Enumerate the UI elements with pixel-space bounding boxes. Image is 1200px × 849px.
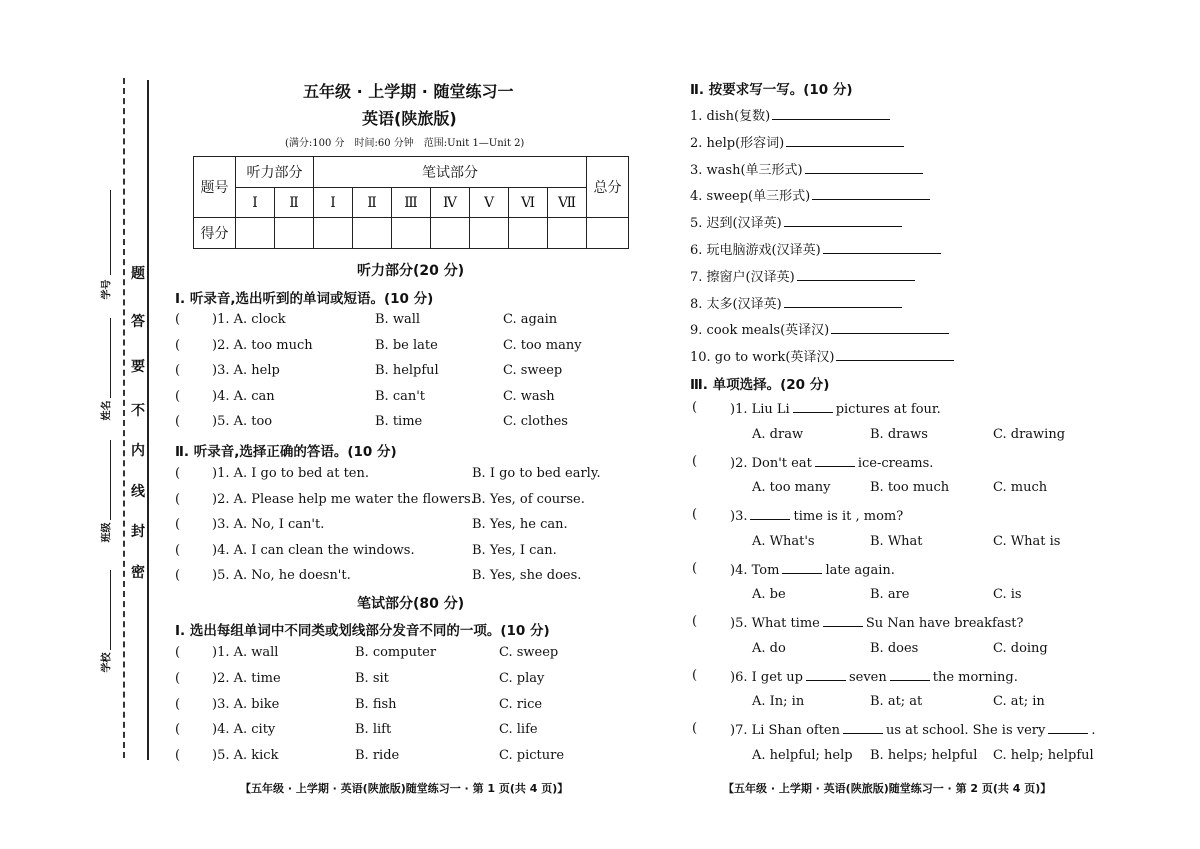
- write-item-prompt: 1. dish(复数): [690, 109, 771, 124]
- stem-text: us at school. She is very: [886, 723, 1046, 738]
- option-a: )1. A. clock: [212, 312, 286, 327]
- write-item: [690, 159, 923, 178]
- option-a: )4. A. I can clean the windows.: [212, 542, 415, 558]
- answer-paren[interactable]: (: [175, 466, 181, 481]
- answer-blank[interactable]: [784, 214, 902, 227]
- question-stem: [730, 561, 895, 578]
- answer-paren[interactable]: (: [175, 312, 181, 327]
- question-number-label: 题号: [194, 157, 236, 218]
- answer-paren[interactable]: (: [175, 696, 181, 712]
- answer-blank[interactable]: [843, 721, 883, 734]
- answer-paren[interactable]: (: [175, 388, 181, 404]
- option-a: )5. A. too: [212, 414, 273, 429]
- write-item-prompt: 9. cook meals(英译汉): [690, 323, 830, 339]
- subject-title: 英语(陕旅版): [362, 109, 457, 128]
- option-b: B. time: [375, 414, 423, 429]
- write-item-prompt: 3. wash(单三形式): [690, 162, 803, 178]
- answer-blank[interactable]: [890, 668, 930, 681]
- option-b: B. can't: [375, 388, 426, 404]
- write-item-prompt: 6. 玩电脑游戏(汉译英): [690, 243, 821, 258]
- option-a: A. be: [752, 587, 786, 602]
- seal-char: 线: [131, 484, 145, 500]
- page-title: 五年级 · 上学期 · 随堂练习一: [303, 82, 514, 101]
- option-b: B. are: [870, 587, 910, 602]
- write-item: [690, 346, 954, 365]
- score-table: [193, 156, 629, 249]
- score-cell[interactable]: [470, 218, 509, 249]
- option-b: B. Yes, he can.: [472, 517, 568, 532]
- answer-paren[interactable]: (: [175, 337, 181, 353]
- score-cell[interactable]: [353, 218, 392, 249]
- answer-paren[interactable]: (: [175, 748, 181, 764]
- seal-char: 题: [131, 266, 145, 282]
- stem-text: )6. I get up: [730, 669, 803, 685]
- page-footer: 【五年级 · 上学期 · 英语(陕旅版)随堂练习一 · 第 1 页(共 4 页)】: [240, 782, 569, 795]
- binding-dashed-line: [123, 78, 125, 758]
- answer-paren[interactable]: (: [692, 507, 698, 522]
- write-item-prompt: 5. 迟到(汉译英): [690, 216, 782, 232]
- option-b: B. draws: [870, 426, 928, 442]
- answer-blank[interactable]: [793, 400, 833, 413]
- option-a: A. too many: [752, 480, 831, 495]
- option-c: C. doing: [993, 640, 1048, 656]
- stem-text: )1. Liu Li: [730, 402, 790, 417]
- option-c: C. is: [993, 587, 1022, 602]
- answer-blank[interactable]: [786, 134, 904, 147]
- option-c: C. play: [499, 670, 545, 686]
- option-a: A. helpful; help: [752, 747, 853, 763]
- write-item-prompt: 10. go to work(英译汉): [690, 350, 835, 366]
- option-a: )1. A. I go to bed at ten.: [212, 466, 369, 481]
- option-a: )4. A. can: [212, 388, 275, 404]
- answer-blank[interactable]: [831, 321, 949, 334]
- answer-paren[interactable]: (: [175, 568, 181, 583]
- write-item-prompt: 2. help(形容词): [690, 135, 785, 151]
- stem-text: )2. Don't eat: [730, 455, 812, 471]
- option-b: B. helpful: [375, 363, 439, 378]
- writing-section-title: 笔试部分(80 分): [357, 596, 465, 612]
- answer-paren[interactable]: (: [175, 670, 181, 686]
- seal-char: 封: [131, 524, 145, 540]
- answer-blank[interactable]: [823, 614, 863, 627]
- stem-text: )3.: [730, 509, 748, 524]
- section-heading: Ⅱ. 按要求写一写。(10 分): [690, 82, 853, 98]
- option-b: B. does: [870, 640, 919, 656]
- numeral-cell: Ⅳ: [431, 188, 470, 218]
- option-a: )2. A. too much: [212, 337, 313, 353]
- stem-text: Su Nan have breakfast?: [865, 616, 1024, 631]
- margin-label-school: 学校: [101, 652, 113, 673]
- answer-paren[interactable]: (: [692, 614, 698, 629]
- section-heading: Ⅲ. 单项选择。(20 分): [690, 377, 830, 393]
- exam-info: (满分:100 分 时间:60 分钟 范围:Unit 1—Unit 2): [285, 138, 525, 149]
- school-line: [110, 570, 111, 650]
- section-heading: Ⅰ. 选出每组单词中不同类或划线部分发音不同的一项。(10 分): [175, 623, 550, 639]
- option-c: C. help; helpful: [993, 747, 1094, 763]
- answer-blank[interactable]: [823, 241, 941, 254]
- option-c: C. rice: [499, 696, 543, 712]
- option-b: B. What: [870, 533, 923, 549]
- option-c: C. again: [503, 312, 558, 327]
- numeral-cell: Ⅰ: [314, 188, 353, 218]
- option-b: B. sit: [355, 670, 389, 686]
- option-a: )3. A. No, I can't.: [212, 517, 325, 532]
- total-header: 总分: [587, 157, 629, 218]
- option-c: C. picture: [499, 748, 565, 764]
- answer-blank[interactable]: [805, 161, 923, 174]
- option-b: B. fish: [355, 696, 397, 712]
- option-c: C. at; in: [993, 694, 1045, 709]
- option-b: B. computer: [355, 645, 437, 660]
- answer-blank[interactable]: [750, 507, 790, 520]
- answer-paren[interactable]: (: [175, 363, 181, 378]
- numeral-cell: Ⅶ: [548, 188, 587, 218]
- question-stem: [730, 454, 933, 471]
- option-b: B. be late: [375, 337, 438, 353]
- stem-text: seven: [848, 669, 887, 685]
- option-a: )3. A. bike: [212, 696, 280, 712]
- option-c: C. What is: [993, 533, 1061, 549]
- seal-char: 密: [131, 565, 145, 581]
- option-c: C. life: [499, 722, 538, 738]
- score-cell[interactable]: [314, 218, 353, 249]
- option-a: )5. A. kick: [212, 748, 279, 764]
- option-c: C. drawing: [993, 426, 1066, 442]
- option-b: B. Yes, of course.: [472, 491, 585, 507]
- option-c: C. clothes: [503, 414, 568, 429]
- numeral-cell: Ⅱ: [275, 188, 314, 218]
- score-cell[interactable]: [236, 218, 275, 249]
- option-b: B. helps; helpful: [870, 747, 978, 763]
- score-cell[interactable]: [392, 218, 431, 249]
- seal-char: 不: [131, 403, 145, 419]
- score-cell[interactable]: [509, 218, 548, 249]
- question-stem: [730, 400, 941, 417]
- option-a: )2. A. time: [212, 670, 281, 686]
- question-stem: [730, 721, 1096, 738]
- numeral-cell: Ⅱ: [353, 188, 392, 218]
- numeral-cell: Ⅰ: [236, 188, 275, 218]
- option-b: B. wall: [375, 312, 421, 327]
- option-a: )4. A. city: [212, 722, 276, 738]
- option-b: B. too much: [870, 480, 950, 495]
- name-line: [110, 318, 111, 398]
- question-stem: [730, 668, 1018, 685]
- option-a: )1. A. wall: [212, 645, 279, 660]
- answer-blank[interactable]: [772, 107, 890, 120]
- answer-blank[interactable]: [1048, 721, 1088, 734]
- writing-header: 笔试部分: [314, 157, 587, 188]
- score-cell[interactable]: [275, 218, 314, 249]
- write-item: [690, 185, 930, 204]
- option-a: A. do: [752, 640, 786, 656]
- stem-text: .: [1091, 723, 1096, 738]
- class-line: [110, 440, 111, 520]
- page-footer: 【五年级 · 上学期 · 英语(陕旅版)随堂练习一 · 第 2 页(共 4 页)】: [723, 782, 1052, 795]
- score-cell[interactable]: [548, 218, 587, 249]
- numeral-cell: Ⅴ: [470, 188, 509, 218]
- stem-text: )7. Li Shan often: [730, 723, 840, 738]
- answer-paren[interactable]: (: [175, 542, 181, 558]
- answer-paren[interactable]: (: [175, 414, 181, 429]
- option-a: A. In; in: [752, 694, 805, 709]
- margin-label-class: 班级: [101, 522, 113, 543]
- option-b: B. Yes, she does.: [472, 568, 582, 583]
- write-item-prompt: 7. 擦窗户(汉译英): [690, 269, 795, 285]
- student-id-line: [110, 190, 111, 275]
- option-a: A. What's: [752, 533, 815, 549]
- answer-blank[interactable]: [812, 187, 930, 200]
- option-b: B. Yes, I can.: [472, 542, 557, 558]
- option-a: A. draw: [752, 426, 804, 442]
- numeral-cell: Ⅵ: [509, 188, 548, 218]
- answer-blank[interactable]: [782, 561, 822, 574]
- write-item: [690, 212, 902, 231]
- stem-text: )4. Tom: [730, 562, 780, 578]
- section-heading: Ⅰ. 听录音,选出听到的单词或短语。(10 分): [175, 291, 434, 307]
- option-b: B. ride: [355, 748, 400, 764]
- stem-text: late again.: [825, 562, 895, 578]
- section-heading: Ⅱ. 听录音,选择正确的答语。(10 分): [175, 444, 397, 460]
- score-cell[interactable]: [431, 218, 470, 249]
- answer-paren[interactable]: (: [692, 721, 698, 736]
- answer-paren[interactable]: (: [692, 453, 698, 469]
- write-item: [690, 239, 941, 258]
- option-a: )2. A. Please help me water the flowers.: [212, 491, 475, 507]
- write-item: [690, 105, 890, 124]
- stem-text: ice-creams.: [857, 455, 934, 471]
- answer-blank[interactable]: [836, 348, 954, 361]
- stem-text: pictures at four.: [835, 402, 941, 417]
- write-item: [690, 293, 902, 312]
- question-stem: [730, 614, 1023, 631]
- write-item-prompt: 8. 太多(汉译英): [690, 296, 782, 312]
- seal-char: 要: [131, 359, 145, 375]
- listening-header: 听力部分: [236, 157, 314, 188]
- write-item: [690, 319, 949, 338]
- answer-blank[interactable]: [784, 295, 902, 308]
- option-a: )5. A. No, he doesn't.: [212, 568, 351, 583]
- answer-blank[interactable]: [797, 268, 915, 281]
- option-b: B. at; at: [870, 694, 923, 709]
- seal-char: 答: [131, 314, 145, 330]
- option-c: C. too many: [503, 337, 582, 353]
- margin-label-student-id: 学号: [101, 279, 113, 300]
- stem-text: )5. What time: [730, 616, 820, 631]
- stem-text: the morning.: [932, 669, 1018, 685]
- option-c: C. wash: [503, 388, 555, 404]
- answer-paren[interactable]: (: [175, 722, 181, 738]
- answer-paren[interactable]: (: [175, 491, 181, 507]
- option-a: )3. A. help: [212, 363, 280, 378]
- option-c: C. sweep: [503, 363, 563, 378]
- option-c: C. sweep: [499, 645, 559, 660]
- answer-paren[interactable]: (: [692, 400, 698, 415]
- seal-char: 内: [131, 443, 145, 459]
- margin-label-name: 姓名: [101, 400, 113, 421]
- answer-paren[interactable]: (: [692, 560, 698, 576]
- score-cell[interactable]: [587, 218, 629, 249]
- stem-text: time is it , mom?: [793, 509, 904, 524]
- write-item: [690, 132, 904, 151]
- binding-solid-line: [147, 80, 149, 760]
- option-c: C. much: [993, 480, 1048, 495]
- write-item: [690, 266, 915, 285]
- answer-blank[interactable]: [815, 454, 855, 467]
- write-item-prompt: 4. sweep(单三形式): [690, 189, 811, 205]
- answer-blank[interactable]: [806, 668, 846, 681]
- score-label: 得分: [194, 218, 236, 249]
- listening-section-title: 听力部分(20 分): [357, 263, 465, 279]
- numeral-cell: Ⅲ: [392, 188, 431, 218]
- option-b: B. I go to bed early.: [472, 466, 601, 481]
- answer-paren[interactable]: (: [175, 645, 181, 660]
- answer-paren[interactable]: (: [692, 667, 698, 683]
- option-b: B. lift: [355, 722, 392, 738]
- question-stem: [730, 507, 903, 524]
- answer-paren[interactable]: (: [175, 517, 181, 532]
